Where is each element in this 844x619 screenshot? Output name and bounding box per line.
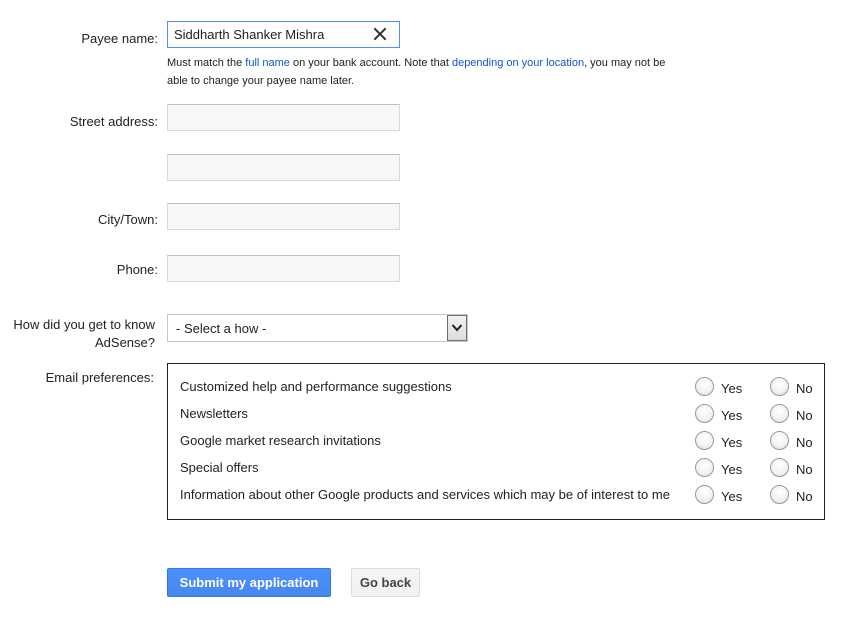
payee-name-input[interactable] <box>167 21 400 48</box>
email-pref-row <box>168 372 824 399</box>
email-pref-yes-label: Yes <box>721 435 743 450</box>
city-town-label: City/Town: <box>98 212 158 227</box>
email-pref-label: Newsletters <box>180 406 248 421</box>
submit-application-button[interactable]: Submit my application <box>167 568 331 597</box>
email-pref-yes-radio[interactable] <box>695 377 714 396</box>
chevron-down-icon[interactable] <box>447 315 467 341</box>
city-town-input[interactable] <box>167 203 400 230</box>
email-pref-no-label: No <box>796 462 813 477</box>
close-icon[interactable] <box>372 26 388 42</box>
location-link[interactable]: depending on your location <box>451 57 585 69</box>
phone-label: Phone: <box>116 262 158 277</box>
street-address-line2-input[interactable] <box>167 154 400 181</box>
email-pref-yes-label: Yes <box>721 462 743 477</box>
street-address-label: Street address: <box>69 114 158 129</box>
email-pref-yes-radio[interactable] <box>695 458 714 477</box>
how-known-selected: - Select a how - <box>176 321 267 336</box>
email-pref-no-radio[interactable] <box>770 485 789 504</box>
payee-name-value: Siddharth Shanker Mishra <box>174 27 325 42</box>
how-known-select[interactable] <box>167 314 468 342</box>
email-pref-yes-radio[interactable] <box>695 485 714 504</box>
email-pref-yes-label: Yes <box>721 381 743 396</box>
go-back-button[interactable]: Go back <box>351 568 420 597</box>
email-pref-yes-label: Yes <box>721 489 743 504</box>
email-pref-label: Special offers <box>180 460 259 475</box>
payee-name-help: Must match the full name on your bank account. Note that depending on your location, you may not be able to change your payee name later. <box>167 57 666 87</box>
email-pref-row <box>168 426 824 453</box>
email-pref-row <box>168 399 824 426</box>
street-address-line1-input[interactable] <box>167 104 400 131</box>
email-preferences-box <box>167 363 825 520</box>
email-pref-no-radio[interactable] <box>770 431 789 450</box>
email-pref-no-radio[interactable] <box>770 458 789 477</box>
email-pref-no-radio[interactable] <box>770 404 789 423</box>
email-pref-label: Customized help and performance suggestions <box>180 379 452 394</box>
email-pref-label: Google market research invitations <box>180 433 381 448</box>
full-name-link[interactable]: full name <box>245 57 290 69</box>
email-pref-yes-radio[interactable] <box>695 431 714 450</box>
email-pref-yes-label: Yes <box>721 408 743 423</box>
email-pref-label: Information about other Google products and services which may be of interest to me <box>180 487 670 502</box>
email-pref-no-label: No <box>796 489 813 504</box>
how-known-label: How did you get to know AdSense? <box>13 317 155 350</box>
email-pref-row <box>168 453 824 480</box>
payee-name-label: Payee name: <box>81 31 158 46</box>
email-pref-no-radio[interactable] <box>770 377 789 396</box>
phone-input[interactable] <box>167 255 400 282</box>
email-pref-no-label: No <box>796 381 813 396</box>
email-pref-row <box>168 480 824 507</box>
email-preferences-label: Email preferences: <box>45 370 154 385</box>
email-pref-no-label: No <box>796 408 813 423</box>
email-pref-yes-radio[interactable] <box>695 404 714 423</box>
email-pref-no-label: No <box>796 435 813 450</box>
